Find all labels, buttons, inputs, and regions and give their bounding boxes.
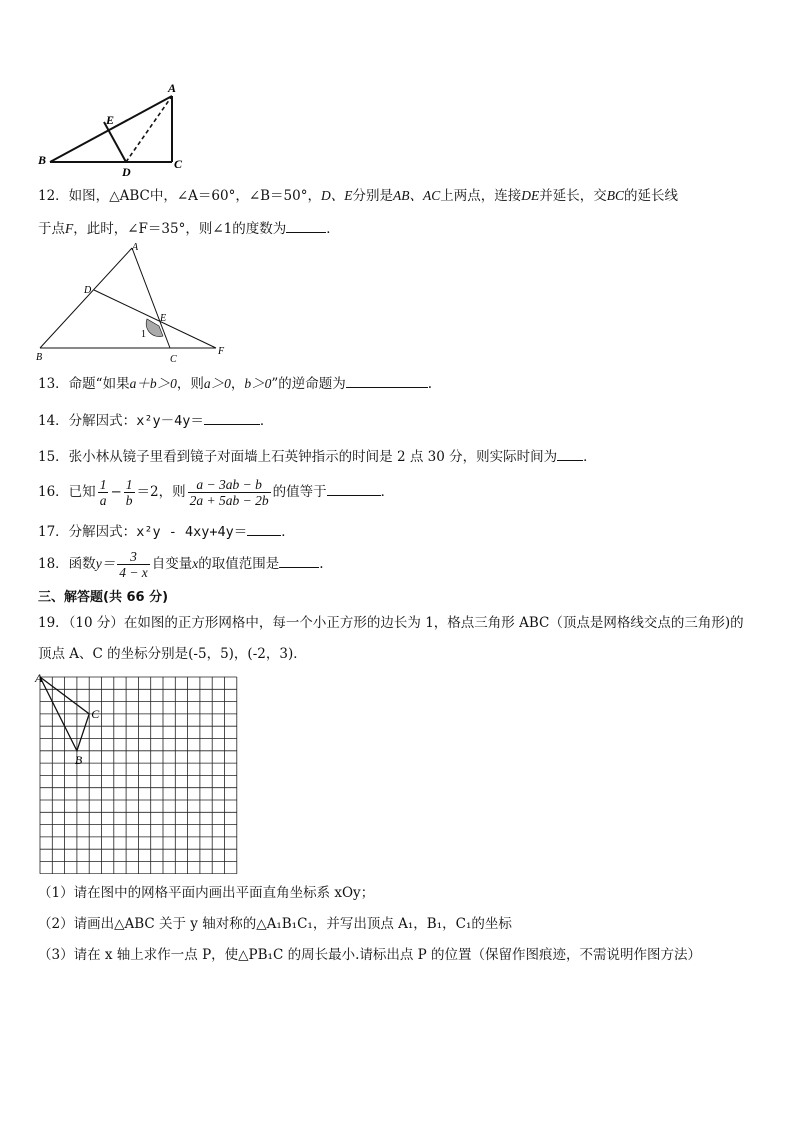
q14-expression: x²y－4y＝ — [136, 413, 204, 429]
fig1-label-b: B — [38, 153, 47, 167]
q12-point-f: F — [65, 221, 74, 236]
q16-text: ＝2，则 — [136, 484, 186, 500]
q16-f1-numerator: 1 — [99, 477, 107, 492]
q14-text: 14．分解因式： — [38, 413, 137, 429]
q16-f1-denominator: a — [99, 493, 107, 508]
q16-text: ． — [380, 484, 395, 500]
q18-fraction — [117, 549, 150, 580]
q16-fraction-1 — [98, 477, 109, 508]
q17-text: ． — [281, 524, 295, 540]
q16-fraction-2 — [124, 477, 135, 508]
q16-text: 16．已知 — [38, 484, 96, 500]
fig1-label-d: D — [122, 165, 131, 179]
q12-text: 于点 — [38, 221, 65, 237]
section-3-heading: 三、解答题(共 66 分) — [38, 590, 169, 605]
q19-sub-2: （2）请画出△ABC 关于 y 轴对称的△A₁B₁C₁，并写出顶点 A₁，B₁，C₁的坐标 — [38, 916, 512, 932]
q18-function-y: y＝ — [95, 556, 116, 571]
q16-f2-numerator: 1 — [125, 477, 133, 492]
q17-expression: x²y - 4xy+4y＝ — [136, 524, 248, 540]
q17-text: 17．分解因式： — [38, 524, 137, 540]
q12-triangle: △ABC — [109, 188, 150, 204]
q18-text: . — [319, 556, 324, 572]
q14-text: ． — [259, 413, 274, 429]
fig1-label-c: C — [174, 157, 183, 171]
grid-label-b: B — [74, 752, 83, 767]
figure-triangle-abc-1 — [36, 80, 196, 180]
q18-text: 18．函数 — [38, 556, 96, 572]
q18-variable-x: x — [192, 556, 199, 571]
grid-lines — [40, 677, 237, 874]
q12-text: 分别是 — [352, 188, 393, 204]
q19-line-2: 顶点 A、C 的坐标分别是(-5，5)，(-2，3)． — [38, 646, 307, 662]
fig2-label-e: E — [160, 313, 167, 324]
q16-text: 的值等于 — [272, 484, 327, 500]
q12-points-de: D、E — [320, 188, 353, 203]
q16-f3-denominator: 2a + 5ab − 2b — [189, 493, 269, 508]
q17-line — [38, 522, 295, 541]
q18-text: 自变量 — [151, 556, 193, 572]
q13-text: 13．命题“如果 — [38, 376, 130, 392]
q13-conclusion-a: a＞0 — [203, 376, 231, 391]
q12-answer-blank[interactable] — [286, 219, 326, 233]
q15-answer-blank[interactable] — [557, 447, 583, 461]
q16-line — [38, 474, 394, 510]
q16-f3-numerator: a − 3ab − b — [188, 477, 271, 493]
q13-answer-blank[interactable] — [346, 374, 428, 388]
fig2-label-b: B — [36, 352, 43, 363]
fig1-label-e: E — [106, 113, 115, 127]
q12-line-1 — [38, 187, 678, 205]
q12-line-2 — [38, 219, 340, 238]
q12-side-bc: BC — [606, 188, 624, 203]
q18-answer-blank[interactable] — [279, 554, 319, 568]
q16-f2-denominator: b — [125, 493, 133, 508]
q15-text: ． — [583, 449, 597, 465]
q12-text: 的延长线 — [624, 188, 678, 204]
q12-text: ． — [326, 221, 340, 237]
q19-sub-3: （3）请在 x 轴上求作一点 P，使△PB₁C 的周长最小.请标出点 P 的位置（保留作图痕迹，不需说明作图方法） — [38, 947, 702, 963]
q12-text: 上两点，连接 — [440, 188, 522, 204]
q12-sides: AB、AC — [392, 188, 441, 203]
q18-numerator: 3 — [117, 549, 150, 565]
q18-denominator: 4 − x — [119, 565, 148, 580]
q15-line — [38, 447, 597, 466]
q12-text: ，此时，∠F＝35°，则∠1的度数为 — [73, 221, 287, 237]
fig2-label-c: C — [170, 354, 177, 364]
q13-text: ， — [230, 376, 245, 392]
q16-minus: − — [110, 484, 122, 500]
q13-condition: a＋b＞0 — [129, 376, 177, 391]
grid-label-c: C — [91, 706, 100, 721]
q12-text: 12．如图， — [38, 188, 110, 204]
fig2-label-a: A — [132, 242, 139, 253]
q13-line — [38, 374, 432, 393]
q14-answer-blank[interactable] — [204, 411, 260, 425]
q13-text: ，则 — [176, 376, 204, 392]
q19-line-1: 19．（10 分）在如图的正方形网格中，每一个小正方形的边长为 1，格点三角形 ABC（顶点是网格线交点的三角形)的 — [38, 615, 744, 631]
q16-answer-blank[interactable] — [327, 482, 381, 496]
q13-conclusion-b: b＞0 — [244, 376, 272, 391]
q13-text: . — [427, 376, 433, 392]
q15-text: 15．张小林从镜子里看到镜子对面墙上石英钟指示的时间是 2 点 30 分，则实际时间为 — [38, 449, 558, 465]
grid-label-a: A — [35, 671, 43, 685]
q17-answer-blank[interactable] — [247, 522, 281, 536]
fig1-label-a: A — [168, 81, 177, 95]
q19-square-grid — [34, 671, 244, 874]
fig2-angle-1: 1 — [141, 329, 146, 340]
fig2-label-d: D — [84, 285, 92, 296]
q12-text: 中，∠A＝60°，∠B＝50°， — [149, 188, 321, 204]
fig2-label-f: F — [218, 346, 225, 357]
q18-line — [38, 546, 324, 582]
q12-text: 并延长，交 — [539, 188, 607, 204]
figure-triangle-abc-2 — [34, 240, 239, 364]
q12-segment-de: DE — [521, 188, 540, 203]
q14-line — [38, 411, 273, 430]
q13-text: ”的逆命题为 — [271, 376, 346, 392]
q18-text: 的取值范围是 — [198, 556, 280, 572]
q19-sub-1: （1）请在图中的网格平面内画出平面直角坐标系 xOy； — [38, 885, 375, 901]
q16-fraction-3 — [188, 477, 271, 508]
